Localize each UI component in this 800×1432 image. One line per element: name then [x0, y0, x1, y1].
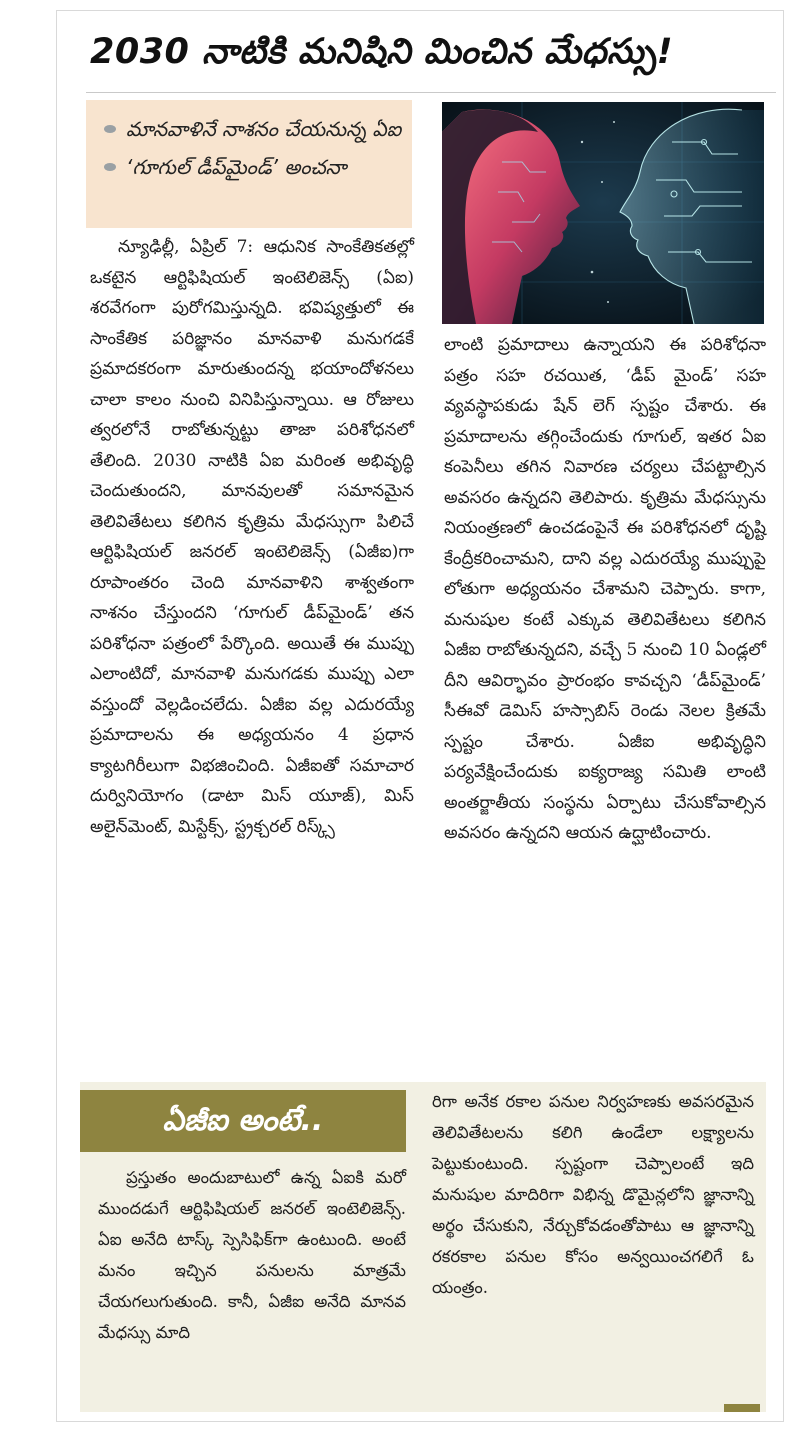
bullet-icon: [104, 163, 116, 171]
highlight-text: ‘గూగుల్ డీప్‌మైండ్’ అంచనా: [126, 155, 347, 179]
highlight-item: [96, 110, 402, 148]
article-photo: [442, 102, 764, 324]
headline: 2030 నాటికి మనిషిని మించిన మేధస్సు!: [90, 32, 674, 72]
sidebar-box-text-left: [98, 1162, 406, 1348]
article-text: న్యూఢిల్లీ, ఏప్రిల్ 7: ఆధునిక సాంకేతికతల్లో ఒకటైన ఆర్టిఫిషియల్ ఇంటెలిజెన్స్ (ఏఐ) శరవేగంగా పురోగమిస్తున్నది. భవిష్యత్తులో ఈ సాంకేతిక పరిజ్ఞానం మానవాళి మనుగడకే ప్రమాదకరంగా మారుతుందన్న భయాందోళనలు చాలా కాలం నుంచి వినిపిస్తున్నాయి. ఆ రోజులు త్వరలోనే రాబోతున్నట్టు తాజా పరిశోధనలో తేలింది. 2030 నాటికి ఏఐ మరింత అభివృద్ధి చెందుతుందని, మానవులతో సమానమైన తెలివితేటలు కలిగిన కృత్రిమ మేధస్సుగా పిలిచే ఆర్టిఫిషియల్ జనరల్ ఇంటెలిజెన్స్ (ఏజీఐ)గా రూపాంతరం చెంది మానవాళిని శాశ్వతంగా నాశనం చేస్తుందని ‘గూగుల్ డీప్‌మైండ్’ తన పరిశోధనా పత్రంలో పేర్కొంది. అయితే ఈ ముప్పు ఎలాంటిదో, మానవాళి మనుగడకు ముప్పు ఎలా వస్తుందో వెల్లడించలేదు. ఏజీఐ వల్ల ఎదురయ్యే ప్రమాదాలను ఈ అధ్యయనం 4 ప్రధాన క్యాటగిరీలుగా విభజించింది. ఏజీఐతో సమాచార దుర్వినియోగం (డాటా మిస్ యూజ్), మిస్ అలైన్‌మెంట్, మిస్టేక్స్, స్ట్రక్చరల్ రిస్క్స్: [90, 237, 414, 837]
headline-divider: [86, 92, 776, 93]
highlight-item: [96, 148, 402, 186]
article-text: లాంటి ప్రమాదాలు ఉన్నాయని ఈ పరిశోధనా పత్రం సహ రచయిత, ‘డీప్ మైండ్’ సహ వ్యవస్థాపకుడు షేన్ లెగ్ స్పష్టం చేశారు. ఈ ప్రమాదాలను తగ్గించేందుకు గూగుల్, ఇతర ఏఐ కంపెనీలు తగిన నివారణ చర్యలు చేపట్టాల్సిన అవసరం ఉన్నదని తెలిపారు. కృత్రిమ మేధస్సును నియంత్రణలో ఉంచడంపైనే ఈ పరిశోధనలో దృష్టి కేంద్రీకరించామని, దాని వల్ల ఎదురయ్యే ముప్పుపై లోతుగా అధ్యయనం చేశామని చెప్పారు. కాగా, మనుషుల కంటే ఎక్కువ తెలివితేటలు కలిగిన ఏజీఐ రాబోతున్నదని, వచ్చే 5 నుంచి 10 ఏండ్లలో దీని ఆవిర్భావం ప్రారంభం కావచ్చని ‘డీప్‌మైండ్’ సీఈవో డెమిస్ హస్సాబిస్ రెండు నెలల క్రితమే స్పష్టం చేశారు. ఏజీఐ అభివృద్ధిని పర్యవేక్షించేందుకు ఐక్యరాజ్య సమితి లాంటి అంతర్జాతీయ సంస్థను ఏర్పాటు చేసుకోవాల్సిన అవసరం ఉన్నదని ఆయన ఉద్ఘాటించారు.: [444, 335, 766, 843]
sidebar-box-paragraph: ప్రస్తుతం అందుబాటులో ఉన్న ఏఐకి మరో ముందడుగే ఆర్టిఫిషియల్ జనరల్ ఇంటెలిజెన్స్. ఏఐ అనేది టాస్క్ స్పెసిఫిక్‌గా ఉంటుంది. అంటే మనం ఇచ్చిన పనులను మాత్రమే చేయగలుగుతుంది. కానీ, ఏజీఐ అనేది మానవ మేధస్సు మాది: [98, 1168, 406, 1342]
highlight-text: మానవాళినే నాశనం చేయనున్న ఏఐ: [126, 117, 402, 141]
sidebar-box-paragraph: రిగా అనేక రకాల పనుల నిర్వహణకు అవసరమైన తెలివితేటలను కలిగి ఉండేలా లక్ష్యాలను పెట్టుకుంటుంది. స్పష్టంగా చెప్పాలంటే ఇది మనుషుల మాదిరిగా విభిన్న డొమైన్లలోని జ్ఞానాన్ని అర్థం చేసుకుని, నేర్చుకోవడంతోపాటు ఆ జ్ఞానాన్ని రకరకాల పనుల కోసం అన్వయించగలిగే ఓ యంత్రం.: [432, 1092, 754, 1297]
highlights-box: [86, 100, 412, 228]
ai-face-illustration: [442, 102, 764, 324]
end-mark: [724, 1404, 760, 1412]
sidebar-box-text-right: [432, 1086, 754, 1303]
article-column-right: [444, 330, 766, 849]
article-column-left: [90, 232, 414, 842]
bullet-icon: [104, 125, 116, 133]
sidebar-box-title: ఏజీఐ అంటే..: [80, 1090, 406, 1152]
